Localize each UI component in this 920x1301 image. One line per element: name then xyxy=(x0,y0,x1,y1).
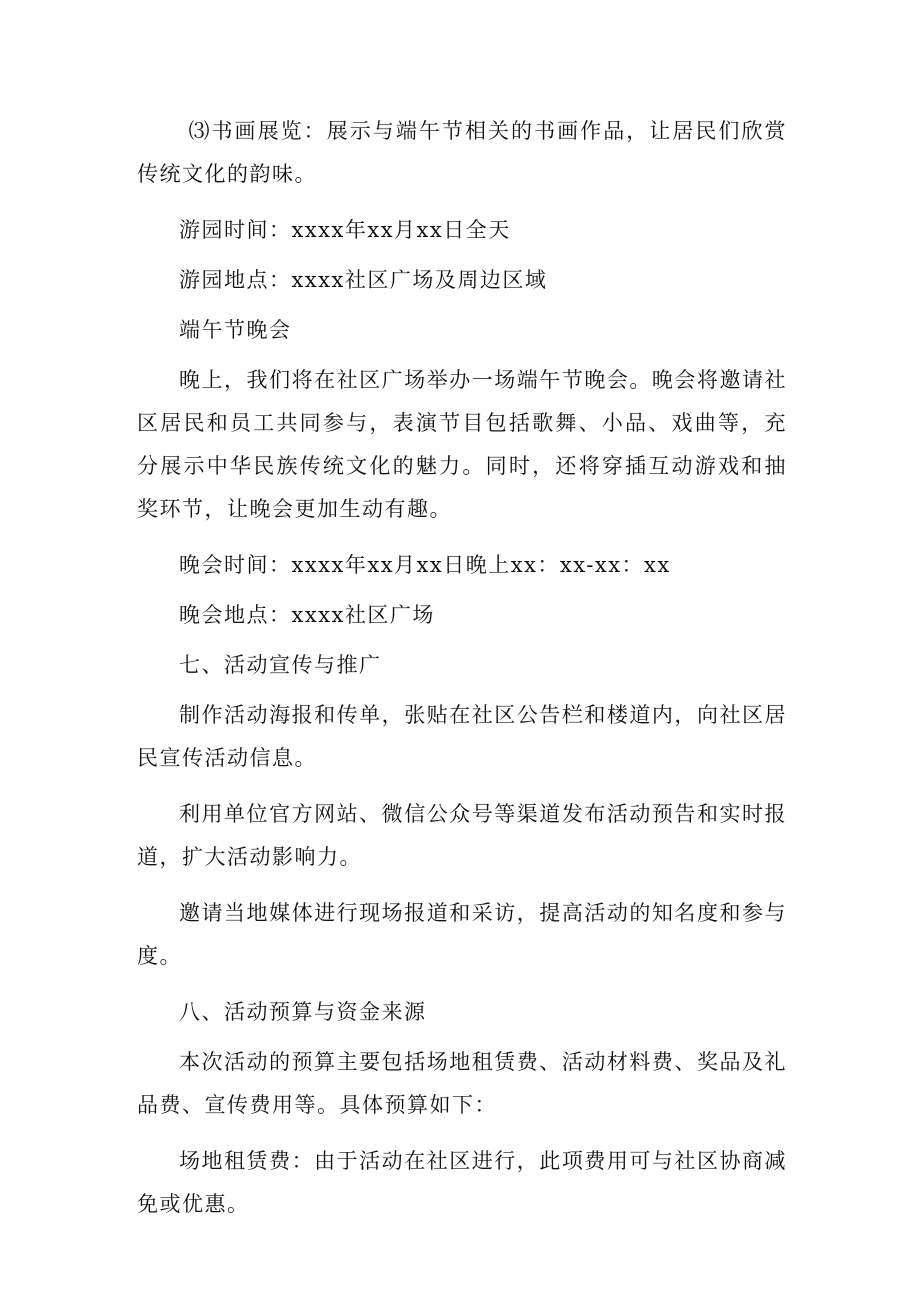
paragraph-promotion-posters: 制作活动海报和传单，张贴在社区公告栏和楼道内，向社区居民宣传活动信息。 xyxy=(137,703,787,770)
paragraph-gala-location: 晚会地点：xxxx社区广场 xyxy=(179,603,435,627)
paragraph-calligraphy-exhibition: ⑶书画展览：展示与端午节相关的书画作品，让居民们欣赏传统文化的韵味。 xyxy=(137,119,787,186)
paragraph-promotion-media: 邀请当地媒体进行现场报道和采访，提高活动的知名度和参与度。 xyxy=(137,901,787,968)
paragraph-gala-description: 晚上，我们将在社区广场举办一场端午节晚会。晚会将邀请社区居民和员工共同参与，表演节目包括歌舞、小品、戏曲等，充分展示中华民族传统文化的魅力。同时，还将穿插互动游戏和抽奖环节，让晚会更加生动有趣。 xyxy=(137,368,787,521)
section-heading-promotion: 七、活动宣传与推广 xyxy=(179,653,382,677)
paragraph-garden-time: 游园时间：xxxx年xx月xx日全天 xyxy=(179,218,511,242)
paragraph-budget-overview: 本次活动的预算主要包括场地租赁费、活动材料费、奖品及礼品费、宣传费用等。具体预算如下： xyxy=(137,1050,787,1117)
document-body xyxy=(137,110,787,1239)
paragraph-promotion-online: 利用单位官方网站、微信公众号等渠道发布活动预告和实时报道，扩大活动影响力。 xyxy=(137,802,787,869)
paragraph-garden-location: 游园地点：xxxx社区广场及周边区域 xyxy=(179,268,548,292)
section-heading-budget: 八、活动预算与资金来源 xyxy=(179,1000,427,1024)
paragraph-gala-time: 晚会时间：xxxx年xx月xx日晚上xx：xx-xx：xx xyxy=(179,553,671,577)
paragraph-venue-fee: 场地租赁费：由于活动在社区进行，此项费用可与社区协商减免或优惠。 xyxy=(137,1149,787,1216)
section-heading-gala: 端午节晚会 xyxy=(179,318,292,342)
